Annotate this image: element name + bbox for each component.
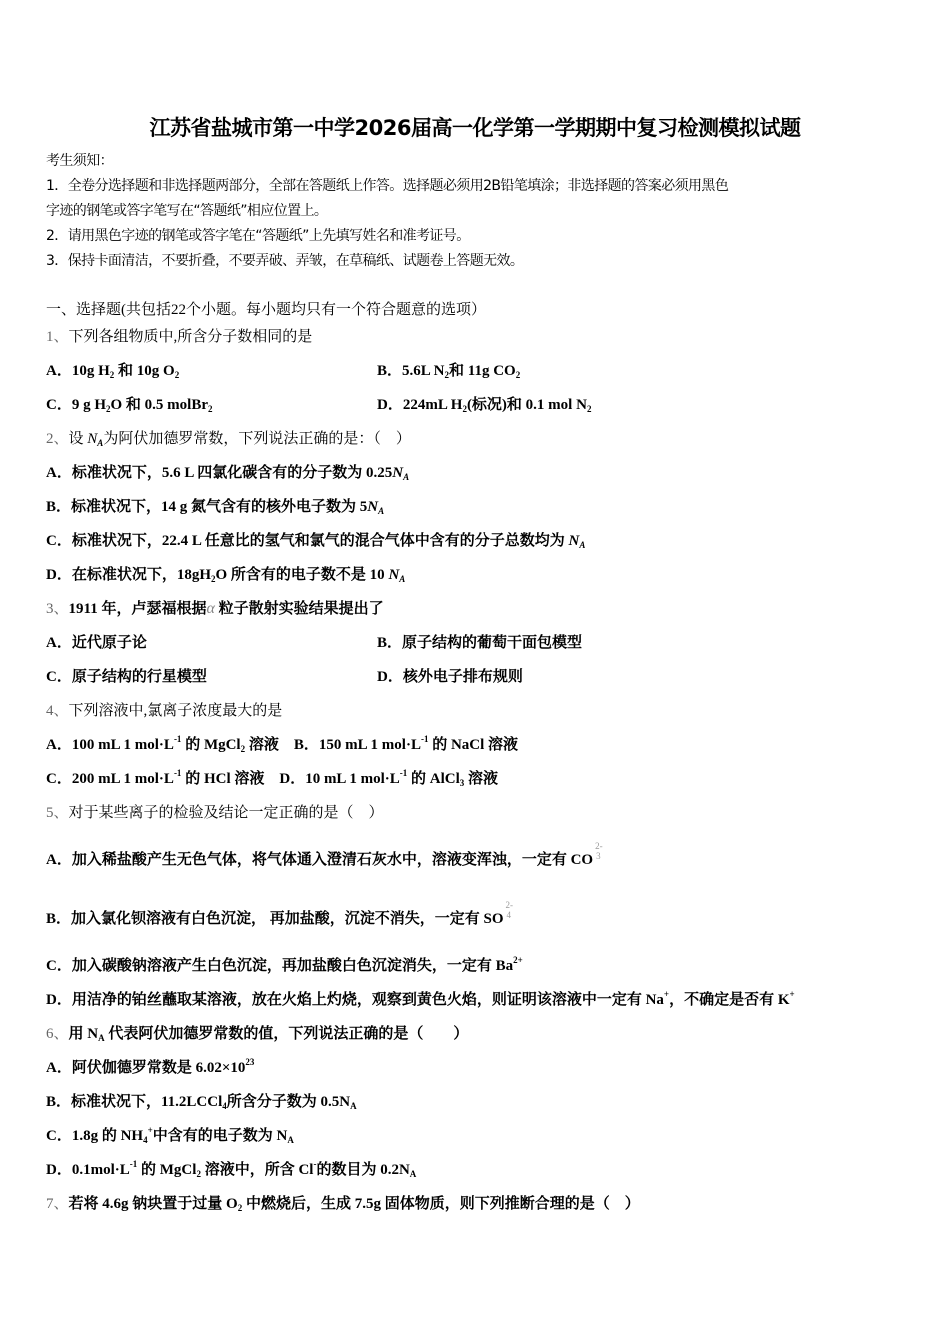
- text-run: -1: [173, 768, 182, 778]
- text-run: D．在标准状况下，18gH: [46, 567, 212, 583]
- text-run: 23: [245, 1057, 255, 1067]
- text-run: A: [378, 506, 385, 516]
- text-run: 代表阿伏加德罗常数的值，下列说法正确的是（ ）: [104, 1026, 469, 1042]
- text-run: B．加入氯化钡溶液有白色沉淀， 再加盐酸，沉淀不消失，一定有 SO: [46, 911, 504, 927]
- answer-option: [46, 769, 498, 789]
- question-number: 5、: [46, 805, 69, 821]
- text-run: A: [579, 540, 586, 550]
- text-run: 溶液: [464, 771, 499, 787]
- text-run: 2: [444, 370, 450, 380]
- text-run: N: [367, 499, 379, 515]
- ion-charge: 2- 4: [505, 900, 514, 920]
- text-run: A: [98, 1033, 105, 1043]
- text-run: 的 AlCl: [407, 771, 460, 787]
- text-run: 3: [459, 778, 465, 788]
- question-stem: [46, 1194, 640, 1214]
- notice-item: 字迹的钢笔或答字笔写在“答题纸”相应位置上。: [46, 203, 328, 219]
- answer-option: [377, 633, 582, 653]
- question-stem: [46, 327, 312, 347]
- answer-option: [46, 497, 384, 517]
- text-run: N: [388, 567, 400, 583]
- text-run: -: [313, 1159, 317, 1169]
- text-run: 2: [106, 404, 111, 414]
- answer-option: [46, 565, 405, 585]
- question-stem: [46, 1024, 468, 1044]
- text-run: O 所含有的电子数不是 10: [215, 567, 389, 583]
- text-run: (标况)和 0.1 mol N: [466, 397, 587, 413]
- text-run: 2: [237, 1203, 243, 1213]
- text-run: C．1.8g 的 NH: [46, 1128, 144, 1144]
- text-run: 4: [143, 1135, 148, 1145]
- answer-option: [46, 1092, 357, 1112]
- text-run: 2+: [513, 955, 523, 965]
- text-run: 用 N: [68, 1026, 99, 1042]
- text-run: 4: [222, 1101, 227, 1111]
- text-run: 溶液中，所含 Cl: [200, 1162, 314, 1178]
- question-stem: [46, 429, 411, 449]
- text-run: 2: [174, 370, 180, 380]
- question-number: 2、: [46, 431, 69, 447]
- text-run: 1911 年，卢瑟福根据: [68, 601, 207, 617]
- text-run: 2: [109, 370, 115, 380]
- text-run: O 和 0.5 molBr: [110, 397, 209, 413]
- text-run: A．10g H: [46, 363, 110, 379]
- text-run: 2: [208, 404, 213, 414]
- answer-option: [46, 1058, 254, 1078]
- text-run: 的数目为 0.2N: [316, 1162, 410, 1178]
- notice-item: 3．保持卡面清洁，不要折叠，不要弄破、弄皱，在草稿纸、试题卷上答题无效。: [46, 253, 524, 269]
- alpha-symbol: α: [206, 600, 215, 617]
- answer-option: [46, 735, 518, 755]
- text-run: A: [350, 1101, 357, 1111]
- notice-item: 2．请用黑色字迹的钢笔或答字笔在“答题纸”上先填写姓名和准考证号。: [46, 228, 470, 244]
- text-run: +: [663, 989, 670, 999]
- text-run: -1: [129, 1159, 138, 1169]
- ion-charge: 2- 3: [595, 841, 603, 861]
- answer-option: [377, 667, 523, 687]
- text-run: 2: [211, 574, 216, 584]
- text-run: 的 MgCl: [137, 1162, 197, 1178]
- text-run: 对于某些离子的检验及结论一定正确的是（ ）: [68, 805, 384, 821]
- text-run: B．标准状况下，14 g 氮气含有的核外电子数为 5: [46, 499, 368, 515]
- text-run: 下列各组物质中,所含分子数相同的是: [68, 329, 313, 345]
- text-run: 的 HCl 溶液 D．10 mL 1 mol·L: [181, 771, 400, 787]
- text-run: A．加入稀盐酸产生无色气体，将气体通入澄清石灰水中，溶液变浑浊，一定有 CO: [46, 852, 594, 868]
- text-run: C．加入碳酸钠溶液产生白色沉淀，再加盐酸白色沉淀消失，一定有 Ba: [46, 958, 514, 974]
- text-run: B．原子结构的葡萄干面包模型: [377, 635, 583, 651]
- text-run: 下列溶液中,氯离子浓度最大的是: [68, 703, 283, 719]
- answer-option: [46, 841, 605, 870]
- answer-option: [46, 463, 409, 483]
- question-number: 6、: [46, 1026, 69, 1042]
- text-run: +: [147, 1125, 153, 1135]
- question-stem: [46, 701, 282, 721]
- text-run: 的 MgCl: [181, 737, 241, 753]
- answer-option: [46, 395, 592, 415]
- answer-option: [46, 1160, 416, 1180]
- text-run: 为阿伏加德罗常数，下列说法正确的是：（ ）: [103, 431, 411, 447]
- question-number: 3、: [46, 601, 69, 617]
- text-run: D．0.1mol·L: [46, 1162, 130, 1178]
- text-run: 和 10g O: [114, 363, 175, 379]
- question-number: 1、: [46, 329, 69, 345]
- text-run: B．5.6L N: [377, 363, 445, 379]
- text-run: 所含分子数为 0.5N: [226, 1094, 351, 1110]
- question-stem: [46, 599, 384, 619]
- answer-option: [46, 956, 523, 976]
- text-run: D．核外电子排布规则: [377, 669, 523, 685]
- text-run: C．200 mL 1 mol·L: [46, 771, 174, 787]
- answer-option: [46, 1126, 294, 1146]
- answer-option: [46, 361, 521, 381]
- answer-option: [46, 667, 523, 687]
- text-run: +: [789, 989, 795, 999]
- text-run: N: [87, 431, 98, 447]
- text-run: B．标准状况下，11.2LCCl: [46, 1094, 223, 1110]
- text-run: 2: [240, 744, 246, 754]
- question-stem: [46, 803, 384, 823]
- text-run: 中含有的电子数为 N: [152, 1128, 288, 1144]
- text-run: ，不确定是否有 K: [669, 992, 790, 1008]
- text-run: -1: [420, 734, 429, 744]
- text-run: 中燃烧后，生成 7.5g 固体物质，则下列推断合理的是（ ）: [242, 1196, 640, 1212]
- text-run: A．阿伏伽德罗常数是 6.02×10: [46, 1060, 246, 1076]
- text-run: D．224mL H: [377, 397, 463, 413]
- answer-option: [46, 900, 516, 929]
- text-run: 溶液 B．150 mL 1 mol·L: [245, 737, 421, 753]
- text-run: A: [399, 574, 406, 584]
- text-run: 粒子散射实验结果提出了: [214, 601, 384, 617]
- notice-item: 1．全卷分选择题和非选择题两部分，全部在答题纸上作答。选择题必须用2B铅笔填涂；非选择题的答案必须用黑色: [46, 178, 729, 194]
- text-run: 的 NaCl 溶液: [428, 737, 519, 753]
- text-run: 2: [462, 404, 467, 414]
- question-number: 4、: [46, 703, 69, 719]
- answer-option: [46, 990, 795, 1010]
- question-number: 7、: [46, 1196, 69, 1212]
- section-heading: 一、选择题(共包括22个小题。每小题均只有一个符合题意的选项）: [46, 302, 486, 318]
- notice-heading: 考生须知：: [46, 153, 113, 169]
- text-run: A: [97, 438, 104, 448]
- text-run: -1: [399, 768, 408, 778]
- answer-option: [46, 633, 583, 653]
- answer-option: [377, 361, 520, 381]
- answer-option: [46, 531, 585, 551]
- text-run: N: [568, 533, 580, 549]
- text-run: C．9 g H: [46, 397, 107, 413]
- text-run: A．近代原子论: [46, 635, 147, 651]
- text-run: 若将 4.6g 钠块置于过量 O: [68, 1196, 238, 1212]
- text-run: N: [392, 465, 404, 481]
- text-run: 2: [586, 404, 592, 414]
- text-run: C．原子结构的行星模型: [46, 669, 207, 685]
- text-run: 设: [68, 431, 88, 447]
- text-run: A: [287, 1135, 294, 1145]
- text-run: A: [409, 1169, 417, 1179]
- text-run: -1: [173, 734, 182, 744]
- text-run: A: [403, 472, 410, 482]
- text-run: A．100 mL 1 mol·L: [46, 737, 174, 753]
- page-title: 江苏省盐城市第一中学2026届高一化学第一学期期中复习检测模拟试题: [149, 116, 801, 140]
- text-run: A．标准状况下，5.6 L 四氯化碳含有的分子数为 0.25: [46, 465, 393, 481]
- answer-option: [377, 395, 591, 415]
- text-run: 2: [515, 370, 521, 380]
- text-run: C．标准状况下，22.4 L 任意比的氢气和氯气的混合气体中含有的分子总数均为: [46, 533, 569, 549]
- text-run: D．用洁净的铂丝蘸取某溶液，放在火焰上灼烧，观察到黄色火焰，则证明该溶液中一定有 Na: [46, 992, 664, 1008]
- text-run: 和 11g CO: [449, 363, 516, 379]
- text-run: 2: [196, 1169, 201, 1179]
